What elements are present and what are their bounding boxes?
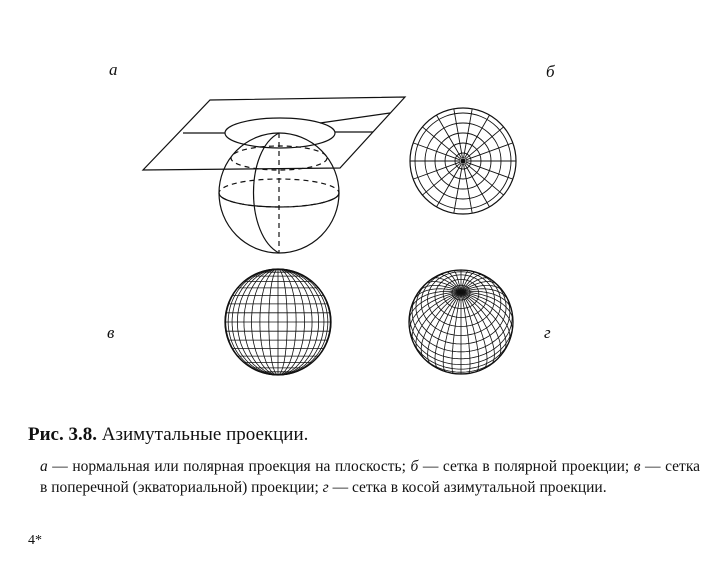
panel-g-oblique-grid bbox=[409, 270, 513, 374]
panel-label-b: б bbox=[546, 62, 555, 81]
pole-dot bbox=[461, 159, 465, 163]
meridian-line bbox=[465, 127, 503, 159]
caption-letter-g: г bbox=[322, 479, 329, 496]
caption-text-v: — сетка в поперечной (экваториальной) проекции; bbox=[40, 458, 700, 496]
panel-label-g: г bbox=[544, 323, 551, 342]
meridian-line bbox=[465, 163, 503, 195]
panel-label-v: в bbox=[107, 323, 115, 342]
caption-title-text: Азимутальные проекции. bbox=[101, 424, 309, 445]
meridian-line bbox=[422, 163, 460, 195]
figure-caption bbox=[28, 424, 700, 498]
caption-number: Рис. 3.8. bbox=[28, 424, 97, 445]
caption-letter-a: а bbox=[40, 458, 48, 475]
meridian-line bbox=[428, 292, 461, 365]
caption-letter-b: б bbox=[410, 458, 419, 475]
page-number: 4* bbox=[28, 533, 42, 548]
meridian-front bbox=[254, 133, 280, 253]
caption-letter-v: в bbox=[633, 458, 641, 475]
plane-diagonal bbox=[320, 113, 390, 123]
meridian-line bbox=[465, 164, 490, 207]
meridian-line bbox=[437, 115, 462, 158]
meridian-line bbox=[437, 164, 462, 207]
panel-label-a: а bbox=[109, 60, 118, 79]
meridian-line bbox=[461, 292, 494, 365]
caption-title bbox=[28, 424, 700, 446]
panel-b-polar-grid bbox=[410, 108, 516, 214]
caption-body bbox=[28, 456, 700, 498]
meridian-line bbox=[422, 127, 460, 159]
caption-text-a: — нормальная или полярная проекция на плоскость; bbox=[47, 458, 411, 475]
panel-a-normal-projection bbox=[143, 97, 405, 253]
meridian-line bbox=[465, 115, 490, 158]
polar-parallel bbox=[231, 146, 327, 170]
caption-text-g: — сетка в косой азимутальной проекции. bbox=[328, 479, 607, 496]
caption-text-b: — сетка в полярной проекции; bbox=[418, 458, 634, 475]
panel-v-transverse-grid bbox=[225, 269, 331, 375]
